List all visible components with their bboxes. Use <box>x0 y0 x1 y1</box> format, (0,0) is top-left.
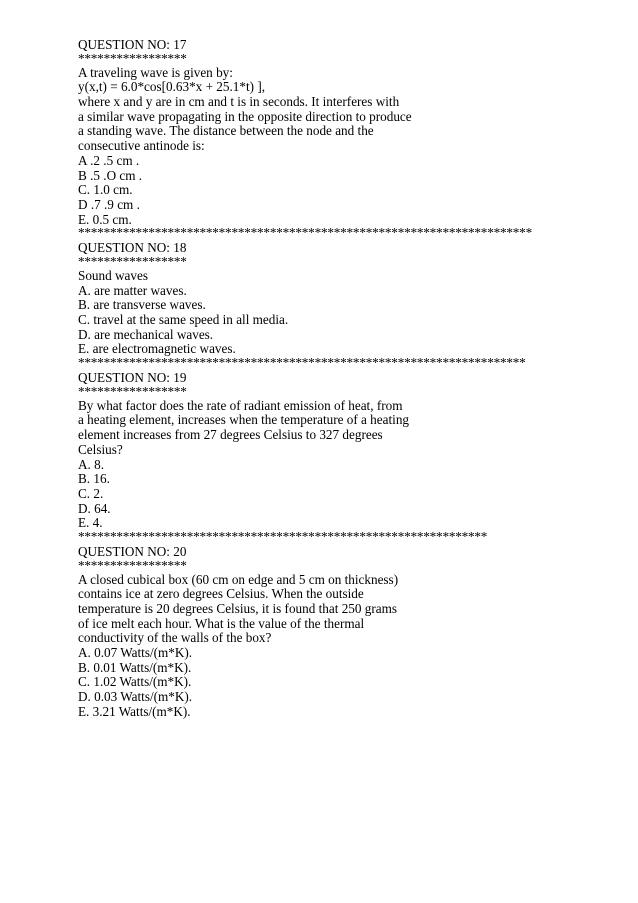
question-text-line: A closed cubical box (60 cm on edge and 5 cm on thickness) <box>78 571 399 587</box>
answer-option: B. 0.01 Watts/(m*K). <box>78 659 192 675</box>
question-text-line: Sound waves <box>78 267 148 283</box>
question-text-line: A traveling wave is given by: <box>78 64 233 80</box>
separator-stars: ********************************************************************** <box>78 355 526 371</box>
answer-option: C. 1.02 Watts/(m*K). <box>78 674 192 690</box>
answer-option: B. 16. <box>78 471 110 487</box>
answer-option: C. travel at the same speed in all media. <box>78 312 289 327</box>
answer-option: A. are matter waves. <box>78 282 187 298</box>
header-stars: ***************** <box>78 557 187 573</box>
question-17 <box>78 38 618 241</box>
answer-option: A. 0.07 Watts/(m*K). <box>78 645 193 661</box>
answer-option: D. 0.03 Watts/(m*K). <box>78 689 193 705</box>
header-stars: ***************** <box>78 383 187 399</box>
question-text-line: contains ice at zero degrees Celsius. When the outside <box>78 586 364 602</box>
question-text-line: of ice melt each hour. What is the value of the thermal <box>78 615 365 631</box>
question-text-line: temperature is 20 degrees Celsius, it is found that 250 grams <box>78 601 397 616</box>
question-header: QUESTION NO: 18 <box>78 240 187 256</box>
question-text-line: where x and y are in cm and t is in seconds. It interferes with <box>78 94 400 110</box>
answer-option: E. are electromagnetic waves. <box>78 341 236 357</box>
answer-option: E. 4. <box>78 515 103 531</box>
answer-option: E. 3.21 Watts/(m*K). <box>78 703 191 719</box>
question-text-line: a standing wave. The distance between the node and the <box>78 123 374 139</box>
header-stars: ***************** <box>78 50 187 66</box>
answer-option: D. are mechanical waves. <box>78 326 214 342</box>
question-19 <box>78 371 618 545</box>
question-18 <box>78 241 618 371</box>
answer-option: B. are transverse waves. <box>78 297 206 313</box>
answer-option: A .2 .5 cm . <box>78 152 140 168</box>
question-text-line: conductivity of the walls of the box? <box>78 630 272 646</box>
question-text-line: a heating element, increases when the temperature of a heating <box>78 412 410 428</box>
answer-option: D. 64. <box>78 500 111 516</box>
question-20 <box>78 545 618 720</box>
question-header: QUESTION NO: 19 <box>78 370 187 386</box>
answer-option: B .5 .O cm . <box>78 167 143 183</box>
question-text-line: a similar wave propagating in the opposite direction to produce <box>78 108 412 124</box>
question-header: QUESTION NO: 20 <box>78 543 187 559</box>
header-stars: ***************** <box>78 253 187 269</box>
answer-option: C. 2. <box>78 485 104 501</box>
answer-option: D .7 .9 cm . <box>78 196 140 212</box>
question-text-line: Celsius? <box>78 441 123 457</box>
answer-option: A. 8. <box>78 456 105 472</box>
answer-option: E. 0.5 cm. <box>78 211 132 227</box>
question-header: QUESTION NO: 17 <box>78 37 187 52</box>
separator-stars: *********************************************************************** <box>78 225 532 241</box>
question-text-line: y(x,t) = 6.0*cos[0.63*x + 25.1*t) ], <box>78 79 266 95</box>
document-page <box>78 38 618 720</box>
question-text-line: consecutive antinode is: <box>78 138 205 154</box>
separator-stars: **************************************************************** <box>78 528 488 544</box>
question-text-line: By what factor does the rate of radiant emission of heat, from <box>78 397 403 413</box>
question-text-line: element increases from 27 degrees Celsius to 327 degrees <box>78 427 383 443</box>
answer-option: C. 1.0 cm. <box>78 182 133 198</box>
